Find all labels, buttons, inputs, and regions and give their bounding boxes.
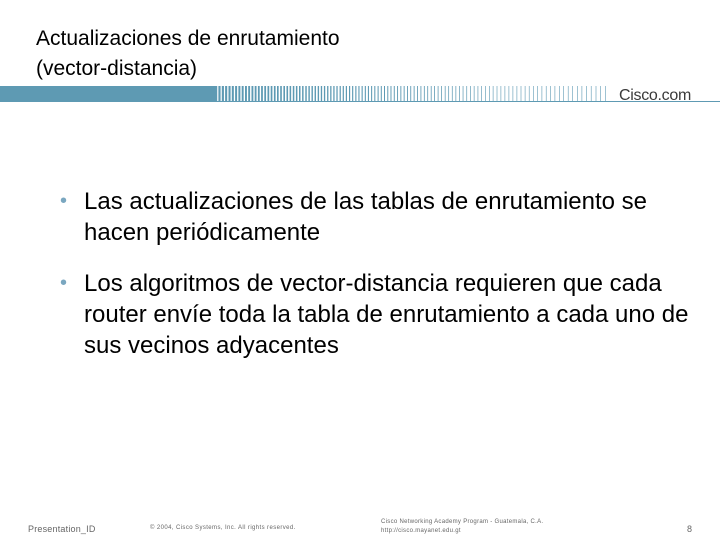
band-stripe: [308, 86, 309, 102]
band-stripe: [302, 86, 303, 102]
band-stripe: [362, 86, 363, 102]
band-stripe: [368, 86, 369, 102]
title-line-2: (vector-distancia): [36, 57, 198, 80]
band-stripe: [445, 86, 446, 102]
band-stripe: [431, 86, 432, 102]
band-stripe: [349, 86, 350, 102]
band-stripe: [277, 86, 279, 102]
band-stripe: [225, 86, 227, 102]
band-stripe: [478, 86, 479, 102]
band-stripe: [501, 86, 502, 102]
band-stripe: [242, 86, 244, 102]
band-stripe: [384, 86, 385, 102]
band-stripe: [340, 86, 341, 102]
band-stripe: [315, 86, 316, 102]
band-stripe: [582, 86, 583, 102]
band-stripe: [505, 86, 506, 102]
band-stripe: [255, 86, 257, 102]
band-stripe: [245, 86, 247, 102]
band-stripe: [336, 86, 337, 102]
band-stripe: [509, 86, 510, 102]
band-stripe: [600, 86, 601, 102]
band-stripe: [318, 86, 319, 102]
band-stripe: [400, 86, 401, 102]
band-stripe: [463, 86, 464, 102]
band-stripe: [586, 86, 587, 102]
band-stripe: [264, 86, 266, 102]
band-stripe: [374, 86, 375, 102]
band-stripe: [355, 86, 356, 102]
band-stripe: [470, 86, 471, 102]
band-stripe: [497, 86, 498, 102]
band-stripe: [448, 86, 449, 102]
band-stripe: [365, 86, 366, 102]
bullet-marker: •: [60, 190, 68, 212]
band-stripe: [397, 86, 398, 102]
band-stripe: [352, 86, 353, 102]
band-stripe: [268, 86, 270, 102]
band-stripe: [252, 86, 254, 102]
band-stripe: [517, 86, 518, 102]
band-stripe: [555, 86, 556, 102]
band-stripe: [358, 86, 359, 102]
band-stripe: [274, 86, 276, 102]
band-stripe: [293, 86, 295, 102]
slide-title: [36, 24, 636, 84]
bullet-marker: •: [60, 272, 68, 294]
band-stripe: [577, 86, 578, 102]
band-stripe: [261, 86, 263, 102]
band-stripe: [466, 86, 467, 102]
band-stripe: [596, 86, 597, 102]
title-line-1: Actualizaciones de enrutamiento: [36, 27, 340, 50]
band-stripe: [417, 86, 418, 102]
band-stripe: [387, 86, 388, 102]
band-stripe: [333, 86, 334, 102]
band-stripe: [378, 86, 379, 102]
band-stripe: [572, 86, 573, 102]
footer-presentation-id: Presentation_ID: [28, 524, 96, 534]
band-stripe: [525, 86, 526, 102]
band-stripe: [459, 86, 460, 102]
band-stripe: [404, 86, 405, 102]
band-stripe: [521, 86, 522, 102]
footer-academy-name: Cisco Networking Academy Program - Guatemala, C.A.: [381, 519, 544, 525]
band-solid: [0, 86, 215, 102]
band-stripe: [330, 86, 331, 102]
band-stripe: [421, 86, 422, 102]
band-stripe: [407, 86, 408, 102]
band-stripe: [434, 86, 435, 102]
band-stripe: [513, 86, 514, 102]
band-stripe: [346, 86, 347, 102]
band-stripe: [456, 86, 457, 102]
band-stripe: [605, 86, 606, 102]
footer-academy-url: http://cisco.mayanet.edu.gt: [381, 528, 461, 534]
band-stripe: [424, 86, 425, 102]
band-stripe: [296, 86, 298, 102]
band-stripe: [533, 86, 534, 102]
band-stripe: [287, 86, 289, 102]
band-stripe: [290, 86, 292, 102]
band-stripe: [563, 86, 564, 102]
band-stripe: [427, 86, 428, 102]
band-stripe: [229, 86, 231, 102]
band-stripe: [324, 86, 325, 102]
band-stripe: [452, 86, 453, 102]
band-stripe: [414, 86, 415, 102]
band-stripe: [258, 86, 260, 102]
band-stripe: [485, 86, 486, 102]
band-stripe: [248, 86, 250, 102]
cisco-logo: Cisco.com: [619, 87, 691, 104]
band-stripe: [238, 86, 240, 102]
band-stripe: [537, 86, 538, 102]
band-stripe: [394, 86, 395, 102]
band-stripe: [474, 86, 475, 102]
band-stripe: [481, 86, 482, 102]
bullet-text: Los algoritmos de vector-distancia requieren que cada router envíe toda la tabla de enrutamiento a cada uno de sus vecinos adyacentes: [84, 270, 689, 359]
band-stripe: [305, 86, 306, 102]
bullet-item: [60, 186, 700, 248]
band-stripe: [489, 86, 490, 102]
band-stripe: [381, 86, 382, 102]
footer-copyright: © 2004, Cisco Systems, Inc. All rights reserved.: [150, 525, 296, 531]
band-stripe: [232, 86, 234, 102]
band-stripe: [493, 86, 494, 102]
bullet-item: [60, 268, 700, 361]
band-stripe: [591, 86, 592, 102]
band-stripe: [438, 86, 439, 102]
footer-page-number: 8: [687, 524, 693, 534]
band-stripe: [371, 86, 372, 102]
header-band: [0, 86, 720, 102]
band-stripe: [312, 86, 313, 102]
band-stripe: [283, 86, 285, 102]
header-band-graphic: [0, 86, 720, 102]
band-underline: [0, 101, 720, 102]
band-stripe: [343, 86, 344, 102]
bullet-text: Las actualizaciones de las tablas de enrutamiento se hacen periódicamente: [84, 188, 648, 246]
band-stripe: [410, 86, 411, 102]
footer-academy: [381, 518, 543, 536]
band-stripe: [280, 86, 282, 102]
band-stripe: [321, 86, 322, 102]
band-stripe: [327, 86, 328, 102]
band-stripe: [568, 86, 569, 102]
band-stripe: [441, 86, 442, 102]
band-stripe: [299, 86, 300, 102]
band-stripe: [546, 86, 547, 102]
band-stripe: [542, 86, 543, 102]
band-stripe: [215, 86, 217, 102]
band-stripe: [218, 86, 220, 102]
band-stripe: [529, 86, 530, 102]
bullet-list: [60, 186, 700, 381]
band-stripe: [559, 86, 560, 102]
band-stripe: [271, 86, 273, 102]
band-stripe: [235, 86, 237, 102]
band-stripe: [222, 86, 224, 102]
band-stripe: [550, 86, 551, 102]
band-stripe: [391, 86, 392, 102]
